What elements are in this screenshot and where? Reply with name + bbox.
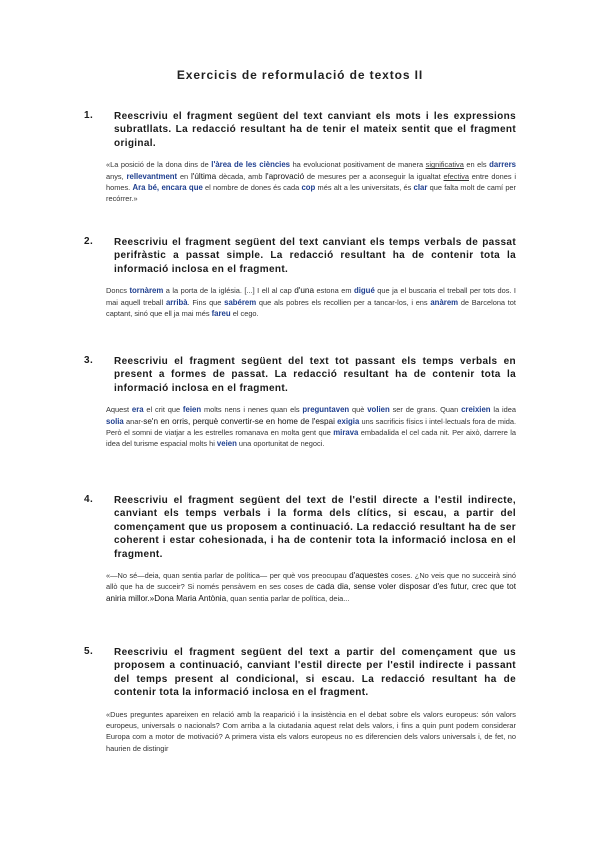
text-segment: «Dues preguntes apareixen en relació amb la reaparició i la insistència en el debat sobre els valors europeus: són valors europeus, universals o nacionals? Com arriba a la ciutadania aquest relat dels valors, i fins a quin punt podem considerar Europa com a motor de motivació? A primera vista els valors europeus no es diferencien dels valors universals i, de fet, no haurien de distingir (106, 709, 516, 753)
exercise-instruction: Reescriviu el fragment següent del text a partir del començament que us proposem a continuació, canviant l'estil directe per l'estil indirecte i passant del temps present al condicional, si escau. La redacció resultant ha de contenir tota la informació inclosa en el fragment. (114, 647, 516, 699)
exercise-number: 5. (84, 646, 94, 657)
highlighted-word: darrers (489, 160, 516, 170)
text-segment: molts nens i nenes quan els (201, 405, 303, 415)
exercise-1 (86, 110, 516, 204)
text-segment: a la porta de la iglésia. [...] I ell al cap (163, 286, 295, 296)
highlighted-word: volien (367, 405, 390, 415)
highlighted-word: anàrem (430, 297, 459, 307)
exercise-text (106, 404, 516, 449)
text-segment: què (349, 405, 368, 415)
text-segment: ha evolucionat positivament de manera (290, 160, 426, 170)
exercise-instruction: Reescriviu el fragment següent del text canviant els mots i les expressions subratllats. La redacció resultant ha de tenir el mateix sentit que el fragment original. (114, 111, 516, 149)
text-segment: . Fins que (187, 297, 225, 307)
text-segment: una oportunitat de negoci. (236, 439, 325, 449)
text-segment: cada dia, sense voler disposar d'es futur, crec que tot aniria millor.»Dona Maria Antònia (106, 582, 516, 603)
highlighted-word: digué (353, 286, 375, 296)
text-segment: , quan sentia parlar de política, deia... (226, 593, 350, 603)
exercise-number: 4. (84, 494, 94, 505)
highlighted-word: creixien (461, 405, 491, 415)
highlighted-word: era (131, 405, 144, 415)
exercise-3 (86, 355, 516, 449)
text-segment: Doncs (106, 286, 130, 296)
highlighted-word: Ara bé, encara que (132, 182, 203, 192)
text-segment: que ja el buscaria el treball per tots dos. I mai aquell treball (106, 286, 516, 307)
highlighted-word: tornàrem (129, 286, 164, 296)
highlighted-word: feien (182, 405, 202, 415)
exercise-number: 1. (84, 110, 94, 121)
highlighted-word: fareu (211, 308, 231, 318)
highlighted-word: rellevantment (126, 171, 178, 181)
text-segment: d'aquestes (349, 571, 389, 581)
exercise-5 (86, 646, 516, 754)
text-segment: la idea (490, 405, 516, 415)
text-segment: anar- (123, 416, 144, 426)
highlighted-word: exigia (337, 416, 360, 426)
text-segment: el nombre de dones és cada (202, 182, 302, 192)
text-segment: anys, (106, 171, 127, 181)
text-segment: uns sacrificis físics i intel·lectuals fora de mida. Però el somni de viatjar a les estrelles romanava en molta gent que (106, 416, 516, 437)
exercise-number: 3. (84, 355, 94, 366)
highlighted-word: veien (216, 439, 237, 449)
highlighted-word: sabérem (224, 297, 257, 307)
highlighted-word: l'àrea de les ciències (211, 160, 291, 170)
exercise-2 (86, 236, 516, 319)
text-segment: estona em (314, 286, 354, 296)
highlighted-word: clar (413, 182, 428, 192)
text-segment: coses. ¿No veis que no succeirà sinó allò que ha de succeir? Si només pensàvem en ses coses de (106, 571, 516, 592)
text-segment: que als pobres els recollien per a tancar-los, i ens (256, 297, 431, 307)
text-segment: en els (463, 160, 490, 170)
text-segment: ser de grans. Quan (389, 405, 462, 415)
highlighted-word: preguntaven (302, 405, 350, 415)
exercise-text (106, 159, 516, 204)
text-segment: se'n en orris, perquè convertir-se en home de l'espai (143, 416, 335, 426)
highlighted-word: arribà (165, 297, 188, 307)
text-segment: dècada, amb (216, 171, 266, 181)
exercise-number: 2. (84, 236, 94, 247)
text-segment: de Barcelona tot captant, sinó que ell ja mai més (106, 297, 516, 318)
text-segment: l'aprovació (265, 171, 305, 181)
text-segment: el crit que (143, 405, 183, 415)
exercise-text (106, 285, 516, 319)
text-segment: de mesures per a aconseguir la igualtat (304, 171, 444, 181)
text-segment: l'última (190, 171, 217, 181)
exercise-instruction: Reescriviu el fragment següent del text tot passant els temps verbals en present a formes de passat. La redacció resultant ha de contenir tota la informació inclosa en el fragment. (114, 356, 516, 394)
exercise-instruction: Reescriviu el fragment següent del text de l'estil directe a l'estil indirecte, canviant els temps verbals i la forma dels clítics, si escau, a partir del començament que us proposem a continuació. La redacció resultant ha de ser coherent i estar cohesionada, i ha de contenir tota la informació inclosa en el fragment. (114, 495, 516, 560)
text-segment: entre dones i homes. (106, 171, 516, 192)
underlined-word: significativa (425, 160, 464, 170)
highlighted-word: cop (301, 182, 316, 192)
text-segment: en (177, 171, 191, 181)
text-segment: «—No sé—deia, quan sentia parlar de política— per què vos preocupau (106, 571, 350, 581)
text-segment: embadalida el cel cada nit. Per això, darrere la idea del turisme espacial molts hi (106, 427, 516, 449)
text-segment: Aquest (106, 405, 132, 415)
text-segment: d'una (294, 286, 315, 296)
page-title: Exercicis de reformulació de textos II (176, 68, 424, 82)
text-segment: el cego. (230, 308, 259, 318)
text-segment: que falta molt de camí per recórrer.» (106, 182, 517, 204)
text-segment: més alt a les universitats, és (315, 182, 414, 192)
underlined-word: efectiva (443, 171, 469, 181)
exercise-instruction: Reescriviu el fragment següent del text canviant els temps verbals de passat perifràstic a passat simple. La redacció resultant ha de contenir tota la informació inclosa en el fragment. (114, 237, 516, 275)
exercise-text (106, 709, 516, 754)
text-segment: «La posició de la dona dins de (106, 160, 212, 170)
highlighted-word: solia (106, 416, 124, 426)
highlighted-word: mirava (333, 427, 359, 437)
exercise-text (106, 570, 516, 604)
exercise-4 (86, 494, 516, 604)
